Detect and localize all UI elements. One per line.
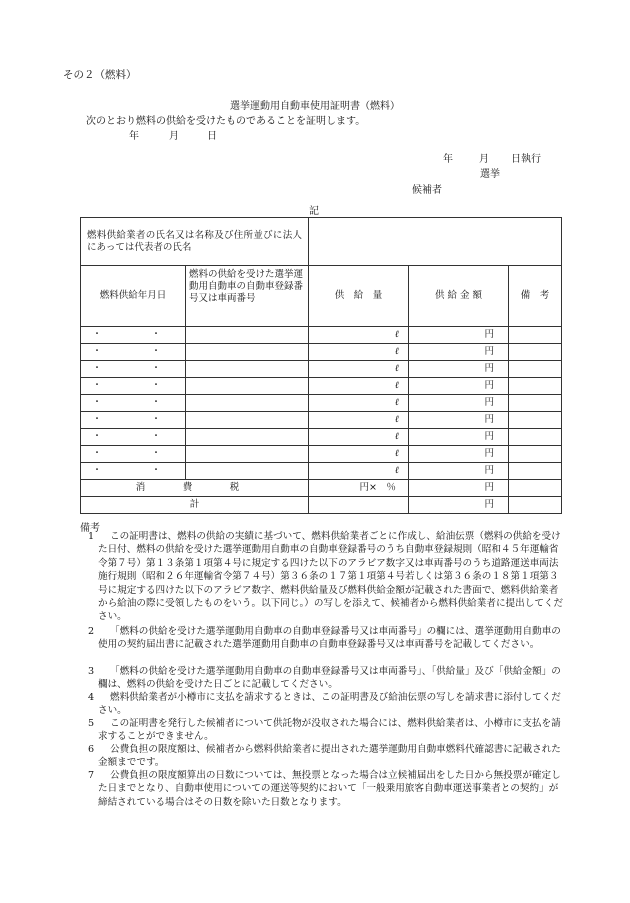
- row-date[interactable]: ・ ・: [81, 344, 186, 361]
- note-text: 「燃料の供給を受けた選挙運動用自動車の自動車登録番号又は車両番号」の欄には、選挙運動用自動車の使用の契約届出書に記載された選挙運動用自動車の自動車登録番号又は車両番号を記載してください。: [98, 626, 561, 651]
- row-vehicle[interactable]: [186, 429, 309, 446]
- row-remarks[interactable]: [509, 463, 562, 480]
- table-row: [81, 395, 562, 412]
- row-quantity[interactable]: ℓ: [309, 378, 409, 395]
- supplier-label-cell: [81, 218, 309, 266]
- row-vehicle[interactable]: [186, 446, 309, 463]
- row-date[interactable]: ・ ・: [81, 395, 186, 412]
- note-item: [80, 691, 566, 718]
- row-vehicle[interactable]: [186, 463, 309, 480]
- note-text: 公費負担の限度額算出の日数については、無投票となった場合は立候補届出をした日から無投票が確定した日までとなり、自動車使用についての運送等契約において「一般乗用旅客自動車運送事業者との契約」が締結されている場合はその日数を除いた日数となります。: [98, 770, 561, 808]
- exec-year-label: 年: [443, 154, 453, 165]
- row-remarks[interactable]: [509, 395, 562, 412]
- note-number: 3: [88, 666, 95, 677]
- document-title: 選挙運動用自動車使用証明書（燃料）: [230, 101, 400, 112]
- note-number: 1: [88, 531, 95, 542]
- certification-date: [129, 127, 217, 142]
- total-quantity[interactable]: [309, 497, 409, 514]
- candidate-label: 候補者: [412, 185, 442, 196]
- intro-text: 次のとおり燃料の供給を受けたものであることを証明します。: [86, 116, 366, 127]
- row-vehicle[interactable]: [186, 327, 309, 344]
- note-item: [80, 530, 566, 624]
- row-amount[interactable]: 円: [409, 463, 509, 480]
- page-label: その２（燃料）: [63, 69, 137, 81]
- header-date: 燃料供給年月日: [81, 266, 186, 327]
- note-text: 公費負担の限度額は、候補者から燃料供給業者に提出された選挙運動用自動車燃料代確認書に記載された金額までです。: [98, 744, 561, 769]
- header-amount: 供 給 金 額: [409, 266, 509, 327]
- date-month-label: 月: [169, 131, 179, 142]
- row-quantity[interactable]: ℓ: [309, 429, 409, 446]
- consumption-tax-label: 消 費 税: [81, 480, 309, 497]
- note-text: この証明書は、燃料の供給の実績に基づいて、燃料供給業者ごとに作成し、給油伝票（燃料の供給を受けた日付、燃料の供給を受けた選挙運動用自動車の自動車登録番号のうち自動車登録規則（昭和４５年運輸省令第７号）第１３条第１項第４号に規定する四けた以下のアラビア数字又は車両番号のうち道路運送車両法施行規則（昭和２６年運輸省令第７４号）第３６条の１７第１項第４号若しくは第３６条の１８第１項第３号に規定する四けた以下のアラビア数字、燃料供給量及び燃料供給金額が記載された書面で、燃料供給業者から給油の際に受領したものをいう。以下同じ。）の写しを添えて、候補者から燃料供給業者に提出してください。: [98, 531, 564, 623]
- total-label: 計: [81, 497, 309, 514]
- row-remarks[interactable]: [509, 361, 562, 378]
- row-remarks[interactable]: [509, 412, 562, 429]
- row-amount[interactable]: 円: [409, 344, 509, 361]
- supplier-value-cell[interactable]: [309, 218, 562, 266]
- consumption-tax-yen: 円: [409, 480, 509, 497]
- date-day-label: 日: [207, 131, 217, 142]
- note-number: 7: [88, 770, 95, 781]
- note-number: 5: [88, 718, 95, 729]
- row-quantity[interactable]: ℓ: [309, 327, 409, 344]
- row-vehicle[interactable]: [186, 395, 309, 412]
- note-item: [80, 625, 566, 652]
- date-year-label: 年: [129, 131, 139, 142]
- exec-day-label: 日執行: [511, 154, 541, 165]
- header-vehicle: 燃料の供給を受けた選挙運動用自動車の自動車登録番号又は車両番号: [186, 266, 309, 327]
- row-vehicle[interactable]: [186, 378, 309, 395]
- row-amount[interactable]: 円: [409, 361, 509, 378]
- consumption-tax-remarks[interactable]: [509, 480, 562, 497]
- table-row: [81, 429, 562, 446]
- row-quantity[interactable]: ℓ: [309, 446, 409, 463]
- note-text: 「燃料の供給を受けた選挙運動用自動車の自動車登録番号又は車両番号」、「供給量」及び「供給金額」の欄は、燃料の供給を受けた日ごとに記載してください。: [98, 666, 561, 691]
- election-label: 選挙: [480, 169, 500, 180]
- row-quantity[interactable]: ℓ: [309, 412, 409, 429]
- row-date[interactable]: ・ ・: [81, 412, 186, 429]
- note-text: 燃料供給業者が小樽市に支払を請求するときは、この証明書及び給油伝票の写しを請求書に添付してください。: [98, 692, 561, 717]
- notes-heading: 備考: [80, 523, 100, 534]
- row-date[interactable]: ・ ・: [81, 327, 186, 344]
- row-remarks[interactable]: [509, 429, 562, 446]
- row-vehicle[interactable]: [186, 344, 309, 361]
- row-quantity[interactable]: ℓ: [309, 463, 409, 480]
- row-date[interactable]: ・ ・: [81, 463, 186, 480]
- supplier-label: 燃料供給業者の氏名又は名称及び住所並びに法人にあっては代表者の氏名: [87, 229, 302, 253]
- note-text: この証明書を発行した候補者について供託物が没収された場合には、燃料供給業者は、小樽市に支払を請求することができません。: [98, 718, 561, 743]
- execution-date: [443, 150, 541, 165]
- row-quantity[interactable]: ℓ: [309, 344, 409, 361]
- row-date[interactable]: ・ ・: [81, 378, 186, 395]
- table-row: [81, 463, 562, 480]
- note-item: [80, 665, 566, 692]
- row-vehicle[interactable]: [186, 361, 309, 378]
- note-number: 2: [88, 626, 95, 637]
- row-vehicle[interactable]: [186, 412, 309, 429]
- consumption-tax-rate: 円× ％: [309, 480, 409, 497]
- row-quantity[interactable]: ℓ: [309, 395, 409, 412]
- row-quantity[interactable]: ℓ: [309, 361, 409, 378]
- row-amount[interactable]: 円: [409, 327, 509, 344]
- row-date[interactable]: ・ ・: [81, 361, 186, 378]
- row-remarks[interactable]: [509, 344, 562, 361]
- row-amount[interactable]: 円: [409, 378, 509, 395]
- exec-month-label: 月: [479, 154, 489, 165]
- table-row: [81, 446, 562, 463]
- row-remarks[interactable]: [509, 378, 562, 395]
- note-item: [80, 769, 566, 809]
- row-amount[interactable]: 円: [409, 446, 509, 463]
- table-row: [81, 327, 562, 344]
- row-remarks[interactable]: [509, 327, 562, 344]
- row-amount[interactable]: 円: [409, 412, 509, 429]
- header-quantity: 供 給 量: [309, 266, 409, 327]
- table-row: [81, 361, 562, 378]
- row-amount[interactable]: 円: [409, 429, 509, 446]
- table-row: [81, 412, 562, 429]
- row-date[interactable]: ・ ・: [81, 429, 186, 446]
- row-remarks[interactable]: [509, 446, 562, 463]
- row-date[interactable]: ・ ・: [81, 446, 186, 463]
- header-remarks: 備 考: [509, 266, 562, 327]
- note-item: [80, 743, 566, 770]
- note-number: 6: [88, 744, 95, 755]
- total-remarks[interactable]: [509, 497, 562, 514]
- table-row: [81, 344, 562, 361]
- fuel-supply-table: [80, 217, 562, 514]
- table-row: [81, 378, 562, 395]
- ki-label: 記: [309, 206, 319, 217]
- row-amount[interactable]: 円: [409, 395, 509, 412]
- note-item: [80, 717, 566, 744]
- total-yen: 円: [409, 497, 509, 514]
- note-number: 4: [88, 692, 95, 703]
